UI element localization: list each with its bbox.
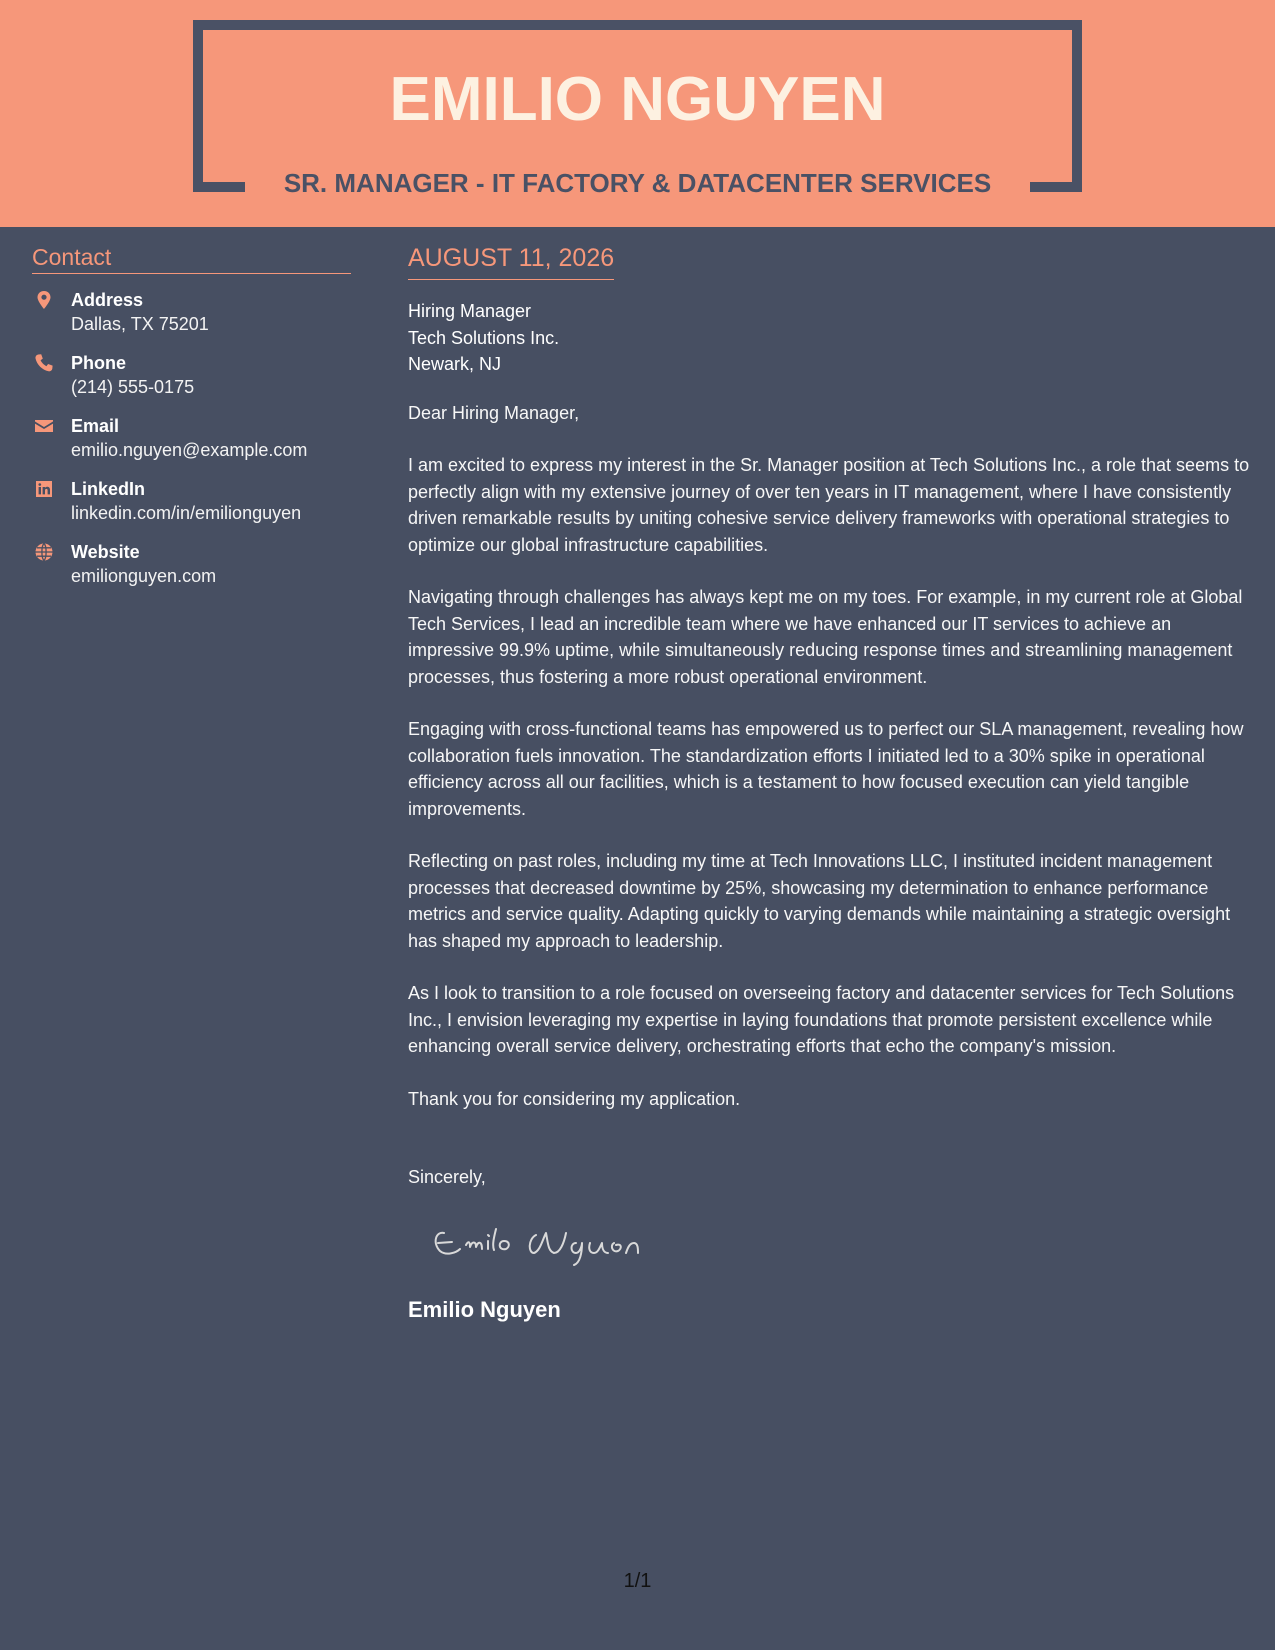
contact-value: emilionguyen.com <box>71 566 217 586</box>
contact-item-address <box>32 288 351 337</box>
paragraph: Navigating through challenges has always kept me on my toes. For example, in my current role at Global Tech Services, I lead an incredible team where we have enhanced our IT services to achieve an impressive 99.9% uptime, while simultaneously reducing response times and streamlining management processes, thus fostering a more robust operational environment. <box>408 587 1243 687</box>
contact-value: Dallas, TX 75201 <box>71 314 209 334</box>
contact-label: Website <box>71 542 140 562</box>
phone-icon <box>34 353 54 373</box>
map-pin-icon <box>34 290 54 310</box>
recipient-location: Newark, NJ <box>408 354 502 374</box>
letter-text <box>408 400 1253 1191</box>
paragraph: Engaging with cross-functional teams has empowered us to perfect our SLA management, revealing how collaboration fuels innovation. The standardization efforts I initiated led to a 30% spike in operational efficiency across all our facilities, which is a testament to how focused execution can yield tangible improvements. <box>408 719 1244 819</box>
linkedin-icon <box>34 479 54 499</box>
contact-item-phone <box>32 351 351 400</box>
contact-heading: Contact <box>32 243 351 274</box>
contact-sidebar <box>32 243 351 589</box>
contact-label: Email <box>71 416 120 436</box>
paragraph: I am excited to express my interest in the Sr. Manager position at Tech Solutions Inc., a role that seems to perfectly align with my extensive journey of over ten years in IT management, where I have consistently driven remarkable results by uniting cohesive service delivery frameworks with operational strategies to optimize our global infrastructure capabilities. <box>408 455 1250 555</box>
contact-value: linkedin.com/in/emilionguyen <box>71 503 302 523</box>
signature-name: Emilio Nguyen <box>408 1296 561 1322</box>
recipient-block <box>408 298 1253 378</box>
closing: Sincerely, <box>408 1167 486 1187</box>
letter-date: AUGUST 11, 2026 <box>408 243 614 280</box>
contact-label: Address <box>71 290 144 310</box>
contact-item-linkedin <box>32 477 351 526</box>
paragraph: Reflecting on past roles, including my time at Tech Innovations LLC, I instituted incident management processes that decreased downtime by 25%, showcasing my determination to enhance performance metrics and service quality. Adapting quickly to varying demands while maintaining a strategic oversight has shaped my approach to leadership. <box>408 851 1231 951</box>
recipient-name: Hiring Manager <box>408 301 532 321</box>
applicant-name: EMILIO NGUYEN <box>389 65 886 134</box>
paragraph: As I look to transition to a role focused on overseeing factory and datacenter services for Tech Solutions Inc., I envision leveraging my expertise in laying foundations that promote persistent excellence while enhancing overall service delivery, orchestrating efforts that echo the company's mission. <box>408 983 1235 1056</box>
page-number: 1/1 <box>623 1570 652 1592</box>
contact-value: emilio.nguyen@example.com <box>71 440 308 460</box>
job-title: SR. MANAGER - IT FACTORY & DATACENTER SERVICES <box>283 168 992 198</box>
recipient-company: Tech Solutions Inc. <box>408 327 560 348</box>
contact-value: (214) 555-0175 <box>71 377 195 397</box>
letter-body <box>408 243 1253 1324</box>
salutation: Dear Hiring Manager, <box>408 402 580 423</box>
thanks-line: Thank you for considering my application. <box>408 1088 741 1109</box>
contact-label: LinkedIn <box>71 479 146 499</box>
header-banner <box>0 0 1275 227</box>
globe-icon <box>34 542 54 562</box>
envelope-icon <box>34 416 54 436</box>
contact-label: Phone <box>71 353 127 373</box>
contact-item-email <box>32 414 351 463</box>
signature-image <box>426 1213 666 1273</box>
contact-item-website <box>32 540 351 589</box>
